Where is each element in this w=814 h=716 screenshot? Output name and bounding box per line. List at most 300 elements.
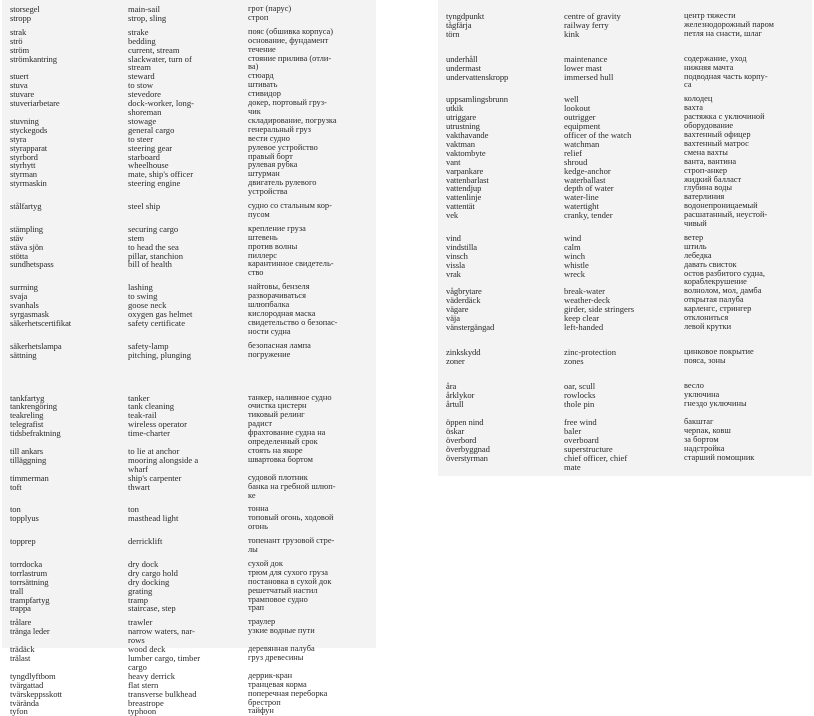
swedish-term: vek <box>446 210 459 221</box>
russian-term: подводная часть корпу- са <box>684 71 768 90</box>
dictionary-entry <box>10 319 372 337</box>
russian-term: надстройка <box>684 444 725 454</box>
swedish-term: tidsbefraktning <box>10 428 61 439</box>
swedish-term: syrgasmask <box>10 309 49 319</box>
english-term: safety certificate <box>128 317 186 328</box>
swedish-term: timmerman <box>10 472 49 483</box>
english-term: immersed hull <box>564 71 614 82</box>
entry-spacer <box>10 360 372 394</box>
swedish-term: tyfon <box>10 706 28 716</box>
dictionary-entry <box>446 427 808 436</box>
dictionary-entry <box>10 578 372 587</box>
english-term: baler <box>564 426 582 437</box>
russian-term: тайфун <box>248 706 274 716</box>
dictionary-entry <box>10 170 372 179</box>
dictionary-entry <box>446 113 808 122</box>
dictionary-entry <box>10 202 372 220</box>
english-term: steel ship <box>128 201 161 212</box>
swedish-term: vaktman <box>446 138 475 149</box>
english-term: teak-rail <box>128 410 157 421</box>
english-term: goose neck <box>128 300 167 311</box>
swedish-term: trall <box>10 585 24 596</box>
russian-term: пиллерс <box>248 250 277 260</box>
dictionary-entry <box>10 394 372 403</box>
english-term: to stow <box>128 80 154 91</box>
english-term: steering gear <box>128 142 173 153</box>
swedish-term: stuva <box>10 80 28 91</box>
swedish-term: ton <box>10 504 21 515</box>
dictionary-entry <box>446 305 808 314</box>
russian-term: швартовка бортом <box>248 454 313 464</box>
english-term: lookout <box>564 103 591 114</box>
russian-term: нижняя мачта <box>684 62 734 72</box>
english-term: lashing <box>128 282 153 293</box>
english-term: wood deck <box>128 644 166 655</box>
english-term: watchman <box>564 138 600 149</box>
swedish-term: uppsamlingsbrunn <box>446 94 508 105</box>
english-term: girder, side stringers <box>564 304 635 315</box>
swedish-term: stuvning <box>10 115 39 126</box>
dictionary-entry <box>10 292 372 301</box>
english-term: tanker <box>128 392 150 403</box>
russian-term: весло <box>684 380 704 390</box>
dictionary-entry <box>10 604 372 613</box>
russian-term: оборудование <box>684 121 734 131</box>
english-term: lumber cargo, timber cargo <box>128 653 201 672</box>
dictionary-entry <box>10 126 372 135</box>
right-dictionary-page <box>438 0 812 476</box>
russian-term: погружение <box>248 349 291 359</box>
swedish-term: styrman <box>10 169 37 180</box>
russian-term: вахтенный матрос <box>684 138 749 148</box>
dictionary-entry <box>446 323 808 332</box>
dictionary-entry <box>446 73 808 91</box>
dictionary-entry <box>446 357 808 366</box>
swedish-term: strömkantring <box>10 53 57 64</box>
dictionary-entry <box>10 514 372 532</box>
russian-term: штевень <box>248 232 278 242</box>
english-term: zones <box>564 355 584 366</box>
english-term: tramp <box>128 594 149 605</box>
english-term: bedding <box>128 35 156 46</box>
russian-term: радист <box>248 419 273 429</box>
english-term: derricklift <box>128 536 163 547</box>
dictionary-entry <box>10 153 372 162</box>
english-term: stowage <box>128 115 157 126</box>
swedish-term: strö <box>10 35 23 46</box>
russian-term: танкер, наливное судно <box>248 392 332 402</box>
russian-term: топенант грузовой стре- лы <box>248 536 335 555</box>
dictionary-entry <box>10 5 372 14</box>
russian-term: отклониться <box>684 313 729 323</box>
english-term: pitching, plunging <box>128 349 192 360</box>
english-term: cranky, tender <box>564 210 613 221</box>
english-term: staircase, step <box>128 603 176 614</box>
english-term: zinc-protection <box>564 346 617 357</box>
english-term: grating <box>128 585 153 596</box>
entry-spacer <box>446 332 808 348</box>
russian-term: строп <box>248 12 269 22</box>
swedish-term: styrapparat <box>10 142 48 153</box>
swedish-term: till ankars <box>10 445 44 456</box>
russian-term: старший помощник <box>684 453 755 463</box>
dictionary-entry <box>446 158 808 167</box>
swedish-term: öppen nind <box>446 417 484 428</box>
dictionary-entry <box>10 81 372 90</box>
dictionary-entry <box>446 418 808 427</box>
english-term: tank cleaning <box>128 401 175 412</box>
swedish-term: tvärgattad <box>10 679 44 690</box>
russian-term: штурман <box>248 169 280 179</box>
swedish-term: trampfartyg <box>10 594 50 605</box>
russian-term: глубина воды <box>684 183 733 193</box>
swedish-term: vattentät <box>446 201 475 212</box>
dictionary-entry <box>10 537 372 555</box>
english-term: shroud <box>564 156 588 167</box>
english-term: centre of gravity <box>564 11 621 21</box>
swedish-term: utriggare <box>446 112 477 123</box>
english-term: kedge-anchor <box>564 165 611 176</box>
swedish-term: stuvare <box>10 89 35 100</box>
russian-term: центр тяжести <box>684 11 736 20</box>
dictionary-entry <box>10 283 372 292</box>
russian-term: рулевая рубка <box>248 160 298 170</box>
swedish-term: teakreling <box>10 410 44 421</box>
english-term: lower mast <box>564 62 602 73</box>
russian-term: рулевое устройство <box>248 142 318 152</box>
russian-term: стоять на якоре <box>248 445 303 455</box>
russian-term: топовый огонь, ходовой огонь <box>248 513 334 532</box>
left-dictionary-page <box>2 0 376 716</box>
swedish-term: trädäck <box>10 644 35 655</box>
swedish-term: stålfartyg <box>10 201 42 212</box>
russian-term: деревянная палуба <box>248 644 315 654</box>
dictionary-entry <box>446 55 808 64</box>
english-term: wind <box>564 232 582 243</box>
swedish-term: trälast <box>10 653 31 663</box>
russian-term: стивидор <box>248 89 281 99</box>
english-term: equipment <box>564 121 601 132</box>
swedish-term: tankrengöring <box>10 401 57 412</box>
english-term: strop, sling <box>128 12 167 23</box>
swedish-term: tilläggning <box>10 454 47 465</box>
dictionary-entry <box>10 707 372 716</box>
russian-term: стюард <box>248 71 274 81</box>
russian-term: штивать <box>248 80 278 90</box>
dictionary-entry <box>446 436 808 445</box>
swedish-term: tvärskeppsskott <box>10 688 62 699</box>
russian-term: крепление груза <box>248 223 306 233</box>
dictionary-entry <box>446 382 808 391</box>
swedish-term: vindstilla <box>446 241 477 252</box>
swedish-term: väderdäck <box>446 295 481 306</box>
russian-term: черпак, ковш <box>684 426 731 436</box>
russian-term: лебедка <box>684 250 712 260</box>
english-term: breastrope <box>128 697 164 708</box>
russian-term: деррик-кран <box>248 670 293 680</box>
russian-term: штиль <box>684 241 707 251</box>
swedish-term: stämpling <box>10 223 43 234</box>
dictionary-entry <box>446 95 808 104</box>
swedish-term: trålare <box>10 617 32 628</box>
english-term: to lie at anchor <box>128 445 180 456</box>
english-term: heavy derrick <box>128 670 176 681</box>
english-term: mate, ship's officer <box>128 169 194 180</box>
english-term: stem <box>128 232 145 243</box>
english-term: trawler <box>128 617 153 628</box>
russian-term: правый борт <box>248 151 293 161</box>
swedish-term: torrlastrum <box>10 567 48 578</box>
russian-term: постановка в сухой док <box>248 576 332 586</box>
russian-term: транцевая корма <box>248 679 307 689</box>
english-term: dock-worker, long- shoreman <box>128 98 194 117</box>
swedish-term: stropp <box>10 12 31 23</box>
swedish-term: zoner <box>446 355 465 366</box>
english-term: mooring alongside a wharf <box>128 454 199 474</box>
english-term: outrigger <box>564 112 596 123</box>
swedish-term: vattenbarlast <box>446 174 489 185</box>
russian-term: волнолом, мол, дамба <box>684 286 762 296</box>
dictionary-entry <box>10 144 372 153</box>
dictionary-entry <box>10 117 372 126</box>
english-term: kink <box>564 28 580 39</box>
english-term: to swing <box>128 291 158 302</box>
swedish-term: årklykor <box>446 389 475 400</box>
russian-term: левой крутки <box>684 322 732 331</box>
entry-spacer <box>446 408 808 418</box>
swedish-term: vinsch <box>446 250 468 261</box>
russian-term: железнодорожный паром <box>684 19 774 29</box>
dictionary-entry <box>446 184 808 193</box>
dictionary-entry <box>10 699 372 708</box>
swedish-term: stäv <box>10 232 24 243</box>
swedish-term: tyngdpunkt <box>446 11 485 21</box>
dictionary-entry <box>446 140 808 149</box>
dictionary-entry <box>446 454 808 472</box>
russian-term: складирование, погрузка <box>248 115 337 125</box>
dictionary-entry <box>446 287 808 296</box>
russian-term: очистка цистерн <box>248 401 307 411</box>
dictionary-entry <box>10 179 372 197</box>
russian-term: грот (парус) <box>248 4 292 13</box>
dictionary-entry <box>10 429 372 447</box>
english-term: wreck <box>564 268 585 279</box>
swedish-term: torrdocka <box>10 558 43 569</box>
russian-term: фрахтование судна на определенный срок <box>248 428 326 447</box>
dictionary-entry <box>446 400 808 409</box>
swedish-term: utkik <box>446 103 464 114</box>
swedish-term: toft <box>10 481 22 492</box>
english-term: narrow waters, nar- rows <box>128 626 195 646</box>
russian-term: судовой плотник <box>248 472 308 482</box>
swedish-term: trappa <box>10 603 31 614</box>
english-term: flat stern <box>128 679 159 690</box>
dictionary-entry <box>10 456 372 474</box>
swedish-term: säkerhetslampa <box>10 340 62 351</box>
english-term: securing cargo <box>128 223 179 234</box>
russian-term: колодец <box>684 94 713 104</box>
swedish-term: topplyus <box>10 513 39 524</box>
swedish-term: överbyggnad <box>446 444 490 455</box>
dictionary-entry <box>10 483 372 501</box>
russian-term: свидетельство о безопас- ности судна <box>248 317 338 336</box>
russian-term: за бортом <box>684 435 719 445</box>
swedish-term: undermast <box>446 62 481 73</box>
dictionary-entry <box>10 596 372 605</box>
english-term: calm <box>564 241 581 252</box>
english-term: strake <box>128 26 149 37</box>
right-entry-list <box>446 12 808 472</box>
russian-term: карленгс, стрингер <box>684 304 752 314</box>
dictionary-entry <box>10 243 372 252</box>
russian-term: узкие водные пути <box>248 626 315 636</box>
swedish-term: torrsättning <box>10 576 49 587</box>
russian-term: судно со стальным кор- пусом <box>248 201 332 219</box>
russian-term: пояс (обшивка корпуса) <box>248 26 334 36</box>
russian-term: шлюпбалка <box>248 300 290 310</box>
english-term: maintenance <box>564 53 608 64</box>
dictionary-entry <box>446 314 808 323</box>
russian-term: тонна <box>248 504 269 514</box>
dictionary-entry <box>10 627 372 645</box>
russian-term: водонепроницаемый <box>684 201 758 211</box>
dictionary-entry <box>446 348 808 357</box>
english-term: time-charter <box>128 428 170 439</box>
english-term: dry cargo hold <box>128 567 178 578</box>
russian-term: против волны <box>248 241 298 251</box>
swedish-term: styrmaskin <box>10 178 47 189</box>
english-term: oar, scull <box>564 380 596 391</box>
english-term: left-handed <box>564 322 604 332</box>
dictionary-entry <box>446 149 808 158</box>
english-term: safety-lamp <box>128 340 169 351</box>
russian-term: давать свисток <box>684 259 737 269</box>
english-term: bill of health <box>128 259 172 270</box>
dictionary-entry <box>10 411 372 420</box>
english-term: chief officer, chief mate <box>564 453 628 472</box>
dictionary-entry <box>10 234 372 243</box>
swedish-term: svanhals <box>10 300 39 311</box>
english-term: thwart <box>128 481 150 492</box>
swedish-term: vakthavande <box>446 129 489 140</box>
english-term: masthead light <box>128 513 179 524</box>
swedish-term: vattenlinje <box>446 192 482 203</box>
english-term: depth of water <box>564 183 614 194</box>
russian-term: уключина <box>684 389 720 399</box>
russian-term: тиковый релинг <box>248 410 305 420</box>
dictionary-entry <box>446 391 808 400</box>
russian-term: трап <box>248 603 265 613</box>
russian-term: генеральный груз <box>248 124 311 134</box>
russian-term: разворачиваться <box>248 291 306 301</box>
english-term: water-line <box>564 192 599 203</box>
russian-term: пояса, зоны <box>684 355 726 365</box>
dictionary-entry <box>10 37 372 46</box>
russian-term: строп-анкер <box>684 165 728 175</box>
swedish-term: surrning <box>10 282 38 293</box>
swedish-term: ström <box>10 44 30 55</box>
english-term: rowlocks <box>564 389 596 400</box>
russian-term: бакштаг <box>684 417 714 427</box>
english-term: to head the sea <box>128 241 179 252</box>
dictionary-entry <box>10 260 372 278</box>
swedish-term: undervattenskropp <box>446 71 509 82</box>
swedish-term: zinkskydd <box>446 346 481 357</box>
english-term: officer of the watch <box>564 129 632 140</box>
swedish-term: överstyrman <box>446 453 488 464</box>
english-term: thole pin <box>564 398 595 409</box>
russian-term: открытая палуба <box>684 295 744 305</box>
swedish-term: svaja <box>10 291 28 302</box>
swedish-term: styrbord <box>10 151 38 162</box>
dictionary-entry <box>446 270 808 288</box>
entry-spacer <box>446 39 808 55</box>
russian-term: гнездо уключины <box>684 398 747 408</box>
russian-term: кислородная маска <box>248 309 316 318</box>
russian-term: вести судно <box>248 133 290 143</box>
dictionary-entry <box>10 402 372 411</box>
english-term: well <box>564 94 579 105</box>
russian-term: карантинное свидетель- ство <box>248 259 334 278</box>
swedish-term: styra <box>10 133 27 144</box>
english-term: weather-deck <box>564 295 611 306</box>
russian-term: стояние прилива (отли- ва) <box>248 53 332 72</box>
russian-term: банка на гребной шлюп- ке <box>248 481 336 500</box>
dictionary-entry <box>446 131 808 140</box>
dictionary-entry <box>446 252 808 261</box>
english-term: to steer <box>128 133 154 144</box>
swedish-term: tankfartyg <box>10 392 45 403</box>
russian-term: ватерлиния <box>684 192 725 202</box>
english-term: wireless operator <box>128 419 187 430</box>
russian-term: ветер <box>684 232 704 242</box>
russian-term: трамповое судно <box>248 594 308 604</box>
english-term: dry docking <box>128 576 170 587</box>
dictionary-entry <box>446 167 808 176</box>
russian-term: трюм для сухого груза <box>248 567 328 577</box>
swedish-term: tränga leder <box>10 626 50 637</box>
english-term: free wind <box>564 417 597 428</box>
russian-term: вахтенный офицер <box>684 129 751 139</box>
english-term: ton <box>128 504 139 515</box>
dictionary-entry <box>446 211 808 229</box>
english-term: slackwater, turn of stream <box>128 53 192 73</box>
english-term: starboard <box>128 151 160 162</box>
english-term: steering engine <box>128 178 181 189</box>
russian-term: брестроп <box>248 697 281 707</box>
english-term: pillar, stanchion <box>128 250 184 261</box>
swedish-term: vågbrytare <box>446 286 482 297</box>
russian-term: поперечная переборка <box>248 688 328 698</box>
english-term: relief <box>564 147 583 158</box>
swedish-term: tvärända <box>10 697 39 708</box>
swedish-term: styrhytt <box>10 160 36 171</box>
russian-term: цинковое покрытие <box>684 346 754 356</box>
swedish-term: strak <box>10 26 27 37</box>
english-term: keep clear <box>564 313 600 324</box>
dictionary-entry <box>10 225 372 234</box>
swedish-term: sundhetspass <box>10 259 54 270</box>
swedish-term: varpankare <box>446 165 484 176</box>
english-term: typhoon <box>128 706 157 716</box>
dictionary-entry <box>446 243 808 252</box>
swedish-term: stuveriarbetare <box>10 98 60 109</box>
swedish-term: tyngdlyftbom <box>10 670 56 681</box>
english-term: waterballast <box>564 174 606 185</box>
entry-spacer <box>446 366 808 382</box>
english-term: steward <box>128 71 155 82</box>
russian-term: основание, фундамент <box>248 35 329 45</box>
